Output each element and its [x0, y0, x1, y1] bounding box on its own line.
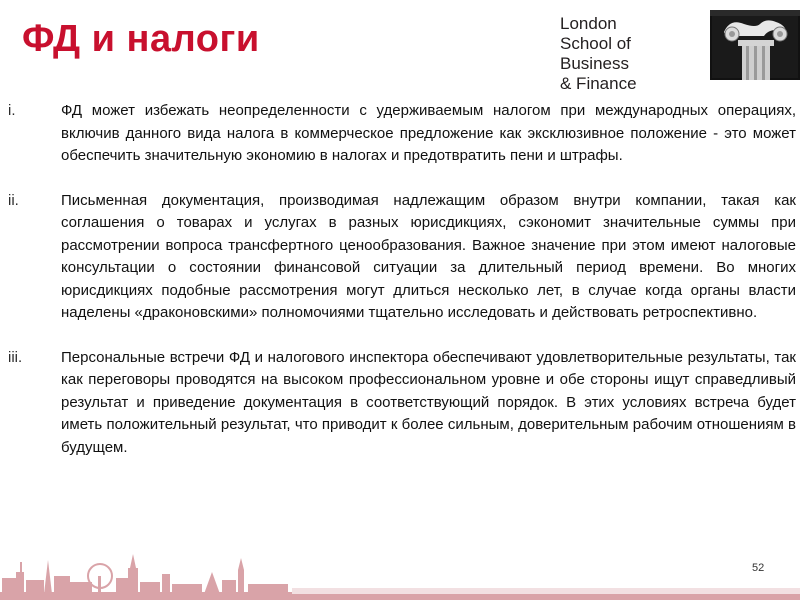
school-logo: [560, 10, 800, 93]
logo-line-3: & Finance: [560, 74, 637, 93]
logo-line-2: School of Business: [560, 34, 631, 73]
list-item: [8, 100, 796, 168]
column-capital-icon: [710, 10, 800, 80]
list-item: [8, 347, 796, 460]
list-item-text: Персональные встречи ФД и налогового инспектора обеспечивают удовлетворительные результаты, так как переговоры проводятся на высоком профессиональном уровне и обе стороны ищут справедливый результат и приведение документация в соответствующий порядок. В этих условиях встреча будет иметь положительный результат, что приводит к более сильным, доверительным рабочим отношениям в будущем.: [61, 348, 796, 456]
list-item: [8, 190, 796, 325]
list-item-text: Письменная документация, производимая надлежащим образом внутри компании, такая как соглашения о товарах и услугах в разных юрисдикциях, сэкономит значительные суммы при рассмотрении вопроса трансфертного ценообразования. Важное значение при этом имеют налоговые консультации о состоянии финансовой ситуации за длительный период времени. Во многих юрисдикциях подобные рассмотрения могут длиться несколько лет, в случае когда органы власти наделены «драконовскими» полномочиями тщательно исследовать и действовать ретроспективно.: [61, 191, 796, 321]
list-marker: iii.: [8, 348, 23, 366]
logo-text: [560, 14, 704, 94]
content-list: [8, 100, 796, 481]
list-marker: i.: [8, 102, 16, 119]
list-item-text: ФД может избежать неопределенности с удерживаемым налогом при международных операциях, включив данного вида налога в коммерческое предложение как эксклюзивное положение - это может обеспечить значительную экономию в налогах и предотвратить пени и штрафы.: [61, 102, 796, 164]
slide-title: ФД и налоги: [22, 18, 260, 60]
list-marker: ii.: [8, 191, 19, 209]
page-number: 52: [752, 562, 765, 574]
logo-line-1: London: [560, 14, 617, 33]
london-skyline-decoration: [0, 542, 800, 600]
